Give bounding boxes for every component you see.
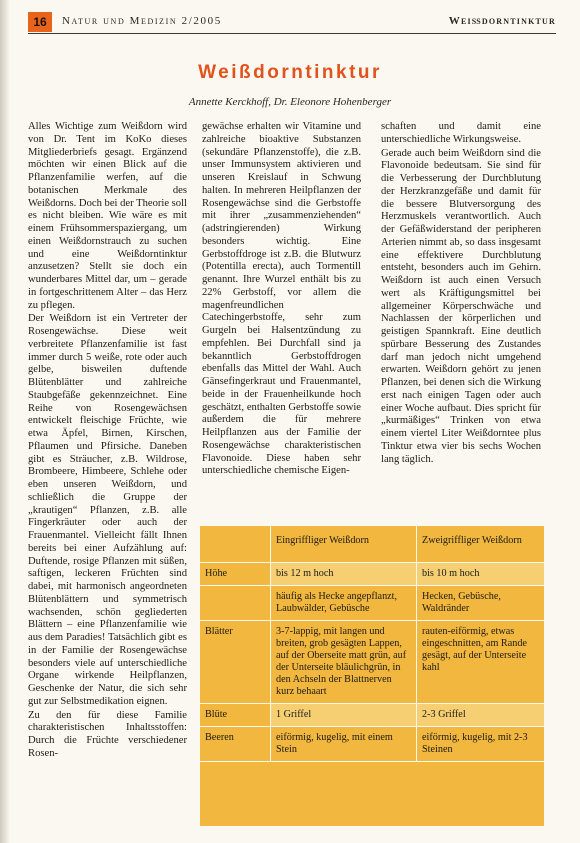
row-label: Blätter bbox=[200, 621, 271, 704]
page-header bbox=[28, 12, 556, 32]
row-label: Beeren bbox=[200, 727, 271, 762]
table-row bbox=[200, 727, 544, 762]
table-row bbox=[200, 563, 544, 586]
paragraph: gewächse erhalten wir Vitamine und zahlreiche bioaktive Substanzen (sekundäre Pflanzenstoffe), die z.B. unser Immunsystem aktivieren und unseren Kreislauf in Schwung halten. In mehreren Heilpflanzen der Rosengewächse sind die Gerbstoffe mit ihrer „zusammenziehenden“ (adstringierenden) Wirkung besonders wichtig. Eine Gerbstoffdroge ist z.B. die Blutwurz (Potentilla erecta), auch Tormentill genannt. Ihre Wurzel enthält bis zu 22% Gerbstoff, vor allem die magenfreundlichen Catechingerbstoffe, sehr zum Gurgeln bei Halsentzündung zu empfehlen. Bei Durchfall sind ja bekanntlich Gerbstoffdrogen ebenfalls das Mittel der Wahl. Auch Gänsefingerkraut und Frauenmantel, beide in der Frauenheilkunde hoch geschätzt, enthalten Gerbstoffe sowie außerdem die für mehrere Heilpflanzen aus der Familie der Rosengewächse charakteristischen Flavonoide. Diese haben sehr unterschiedliche chemische Eigen- bbox=[202, 121, 361, 477]
page-number: 16 bbox=[28, 12, 52, 32]
paragraph: Zu den für diese Familie charakteristischen Inhaltsstoffen: Durch die Früchte verschiedener Rosen- bbox=[28, 709, 187, 759]
table-header-row bbox=[200, 526, 544, 563]
paragraph: Der Weißdorn ist ein Vertreter der Rosengewächse. Diese weit verbreitete Pflanzenfamilie ist fast immer durch 5 weiße, rote oder auch gelbe, bisweilen duftende Blütenblätter und zahlreiche Staubgefäße gekennzeichnet. Eine Reihe von Rosengewächsen entwickelt fleischige Früchte, wie etwa Äpfel, Birnen, Kirschen, Pflaumen und Pfirsiche. Daneben gibt es Sträucher, z.B. Wildrose, Brombeere, Himbeere, Schlehe oder eben unseren Weißdorn, und schließlich die Gruppe der „krautigen“ Pflanzen, z.B. alle Fingerkräuter oder auch der Frauenmantel. Vielleicht fällt Ihnen bereits bei einer Aufzählung auf: Duftende, rosige Pflanzen mit süßen, saftigen, leckeren Früchten sind dabei, mit harmonisch angeordneten Blütenblättern und symmetrisch wachsenden, schön gegliederten Blättern – eine Pflanzenfamilie wie aus dem Paradies! Tatsächlich gibt es in der Familie der Rosengewächse besonders viele auf unterschiedliche Organe wirkende Heilpflanzen, Geschenke der Natur, die sich sehr gut zur Selbstmedikation eignen. bbox=[28, 313, 187, 707]
table-cell: 3-7-lappig, mit langen und breiten, grob gesägten Lappen, auf der Oberseite matt grün, auf der Unterseite bläulichgrün, in den Achseln der Blattnerven kurz behaart bbox=[271, 621, 417, 704]
table-cell: bis 12 m hoch bbox=[271, 563, 417, 586]
table-header-cell bbox=[200, 526, 271, 563]
table-row bbox=[200, 621, 544, 704]
table-header-cell: Eingriffliger Weißdorn bbox=[271, 526, 417, 563]
section-title: Weißdorntinktur bbox=[448, 15, 556, 27]
paragraph: schaften und damit eine unterschiedliche Wirkungsweise. bbox=[381, 121, 541, 145]
table-cell: eiförmig, kugelig, mit 2-3 Steinen bbox=[417, 727, 545, 762]
header-rule bbox=[28, 33, 556, 34]
text-column-3 bbox=[381, 121, 541, 466]
table-row bbox=[200, 586, 544, 621]
table-cell: eiförmig, kugelig, mit einem Stein bbox=[271, 727, 417, 762]
table-cell: häufig als Hecke angepflanzt, Laubwälder, Gebüsche bbox=[271, 586, 417, 621]
text-column-1 bbox=[28, 121, 187, 761]
table-row bbox=[200, 704, 544, 727]
table-header-cell: Zweigriffliger Weißdorn bbox=[417, 526, 545, 563]
magazine-name: Natur und Medizin 2/2005 bbox=[62, 15, 222, 27]
page-edge-shadow bbox=[0, 0, 10, 843]
comparison-table bbox=[200, 526, 544, 826]
table-cell: Hecken, Gebüsche, Waldränder bbox=[417, 586, 545, 621]
article-title: Weißdorntinktur bbox=[198, 62, 382, 83]
table-cell: bis 10 m hoch bbox=[417, 563, 545, 586]
paragraph: Alles Wichtige zum Weißdorn wird von Dr. Tent im KoKo dieses Mitgliederbriefs gesagt. Ergänzend möchten wir einen Blick auf die Pflanzenfamilie werfen, auf die botanischen Merkmale des Weißdorns. Doch bei der Theorie soll es nicht bleiben. Wie wäre es mit einem Frühsommerspaziergang, um einen Weißdornstrauch zu suchen und eine Weißdorntinktur anzusetzen? Stellt sie doch ein wunderbares Mittel dar, um – gerade in fortgeschrittenem Alter – das Herz zu pflegen. bbox=[28, 121, 187, 311]
row-label: Höhe bbox=[200, 563, 271, 586]
table-cell: 1 Griffel bbox=[271, 704, 417, 727]
row-label: Blüte bbox=[200, 704, 271, 727]
row-label bbox=[200, 586, 271, 621]
table-cell: 2-3 Griffel bbox=[417, 704, 545, 727]
text-column-2 bbox=[202, 121, 361, 478]
article-authors: Annette Kerckhoff, Dr. Eleonore Hohenberger bbox=[188, 96, 392, 108]
paragraph: Gerade auch beim Weißdorn sind die Flavonoide bedeutsam. Sie sind für die Verbesserung der Durchblutung der Herzkranzgefäße und damit für die bessere Blutversorgung des Herzmuskels verantwortlich. Auch der Gefäßwiderstand der peripheren Arterien nimmt ab, so dass insgesamt eine effektivere Durchblutung entsteht, besonders auch im Gehirn. Weißdorn ist auch einen Versuch wert als Kräftigungsmittel bei allgemeiner Körperschwäche und Nachlassen der körperlichen und geistigen Spannkraft. Eine deutlich spürbare Besserung des Zustandes darf man jedoch nicht umgehend erwarten. Weißdorn gehört zu jenen Pflanzen, bei denen sich die Wirkung erst nach einigen Tagen oder auch einer Woche aufbaut. Dies spricht für „kurmäßiges“ Trinken von etwa einem viertel Liter Weißdorntee plus Tinktur etwa vier bis sechs Wochen lang täglich. bbox=[381, 147, 541, 465]
table-cell: rauten-eiförmig, etwas eingeschnitten, am Rande gesägt, auf der Unterseite kahl bbox=[417, 621, 545, 704]
